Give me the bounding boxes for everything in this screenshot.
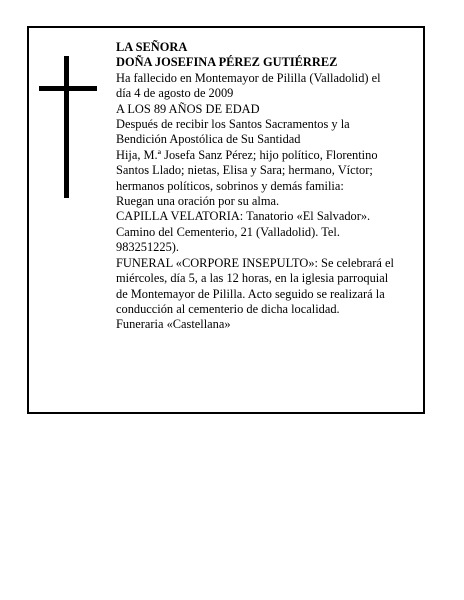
deceased-name: DOÑA JOSEFINA PÉREZ GUTIÉRREZ bbox=[116, 55, 338, 70]
funeral-line-1: FUNERAL «CORPORE INSEPULTO»: Se celebrará el bbox=[116, 255, 394, 270]
obituary-text bbox=[116, 40, 422, 333]
sacraments-line-2: Bendición Apostólica de Su Santidad bbox=[116, 132, 301, 147]
funeral-line-4: conducción al cementerio de dicha localidad. bbox=[116, 301, 340, 316]
prayer-request: Ruegan una oración por su alma. bbox=[116, 194, 280, 209]
deceased-title: LA SEÑORA bbox=[116, 40, 188, 54]
chapel-line-2: Camino del Cementerio, 21 (Valladolid). Tel. bbox=[116, 224, 340, 239]
cross-vertical-bar bbox=[64, 56, 69, 198]
funeral-home: Funeraria «Castellana» bbox=[116, 317, 231, 332]
funeral-line-3: de Montemayor de Pililla. Acto seguido se realizará la bbox=[116, 286, 385, 301]
sacraments-line-1: Después de recibir los Santos Sacramentos y la bbox=[116, 117, 350, 132]
family-line-1: Hija, M.ª Josefa Sanz Pérez; hijo político, Florentino bbox=[116, 147, 378, 162]
cross-horizontal-bar bbox=[39, 86, 97, 91]
latin-cross-icon bbox=[39, 56, 97, 198]
death-announcement-line-2: día 4 de agosto de 2009 bbox=[116, 86, 234, 101]
death-announcement-line-1: Ha fallecido en Montemayor de Pililla (Valladolid) el bbox=[116, 70, 381, 85]
chapel-line-1: CAPILLA VELATORIA: Tanatorio «El Salvador». bbox=[116, 209, 371, 224]
family-line-3: hermanos políticos, sobrinos y demás familia: bbox=[116, 178, 344, 193]
chapel-line-3: 983251225). bbox=[116, 240, 179, 255]
obituary-notice bbox=[27, 26, 425, 414]
funeral-line-2: miércoles, día 5, a las 12 horas, en la iglesia parroquial bbox=[116, 271, 389, 286]
age-at-death: A LOS 89 AÑOS DE EDAD bbox=[116, 101, 260, 116]
family-line-2: Santos Llado; nietas, Elisa y Sara; hermano, Víctor; bbox=[116, 163, 373, 178]
